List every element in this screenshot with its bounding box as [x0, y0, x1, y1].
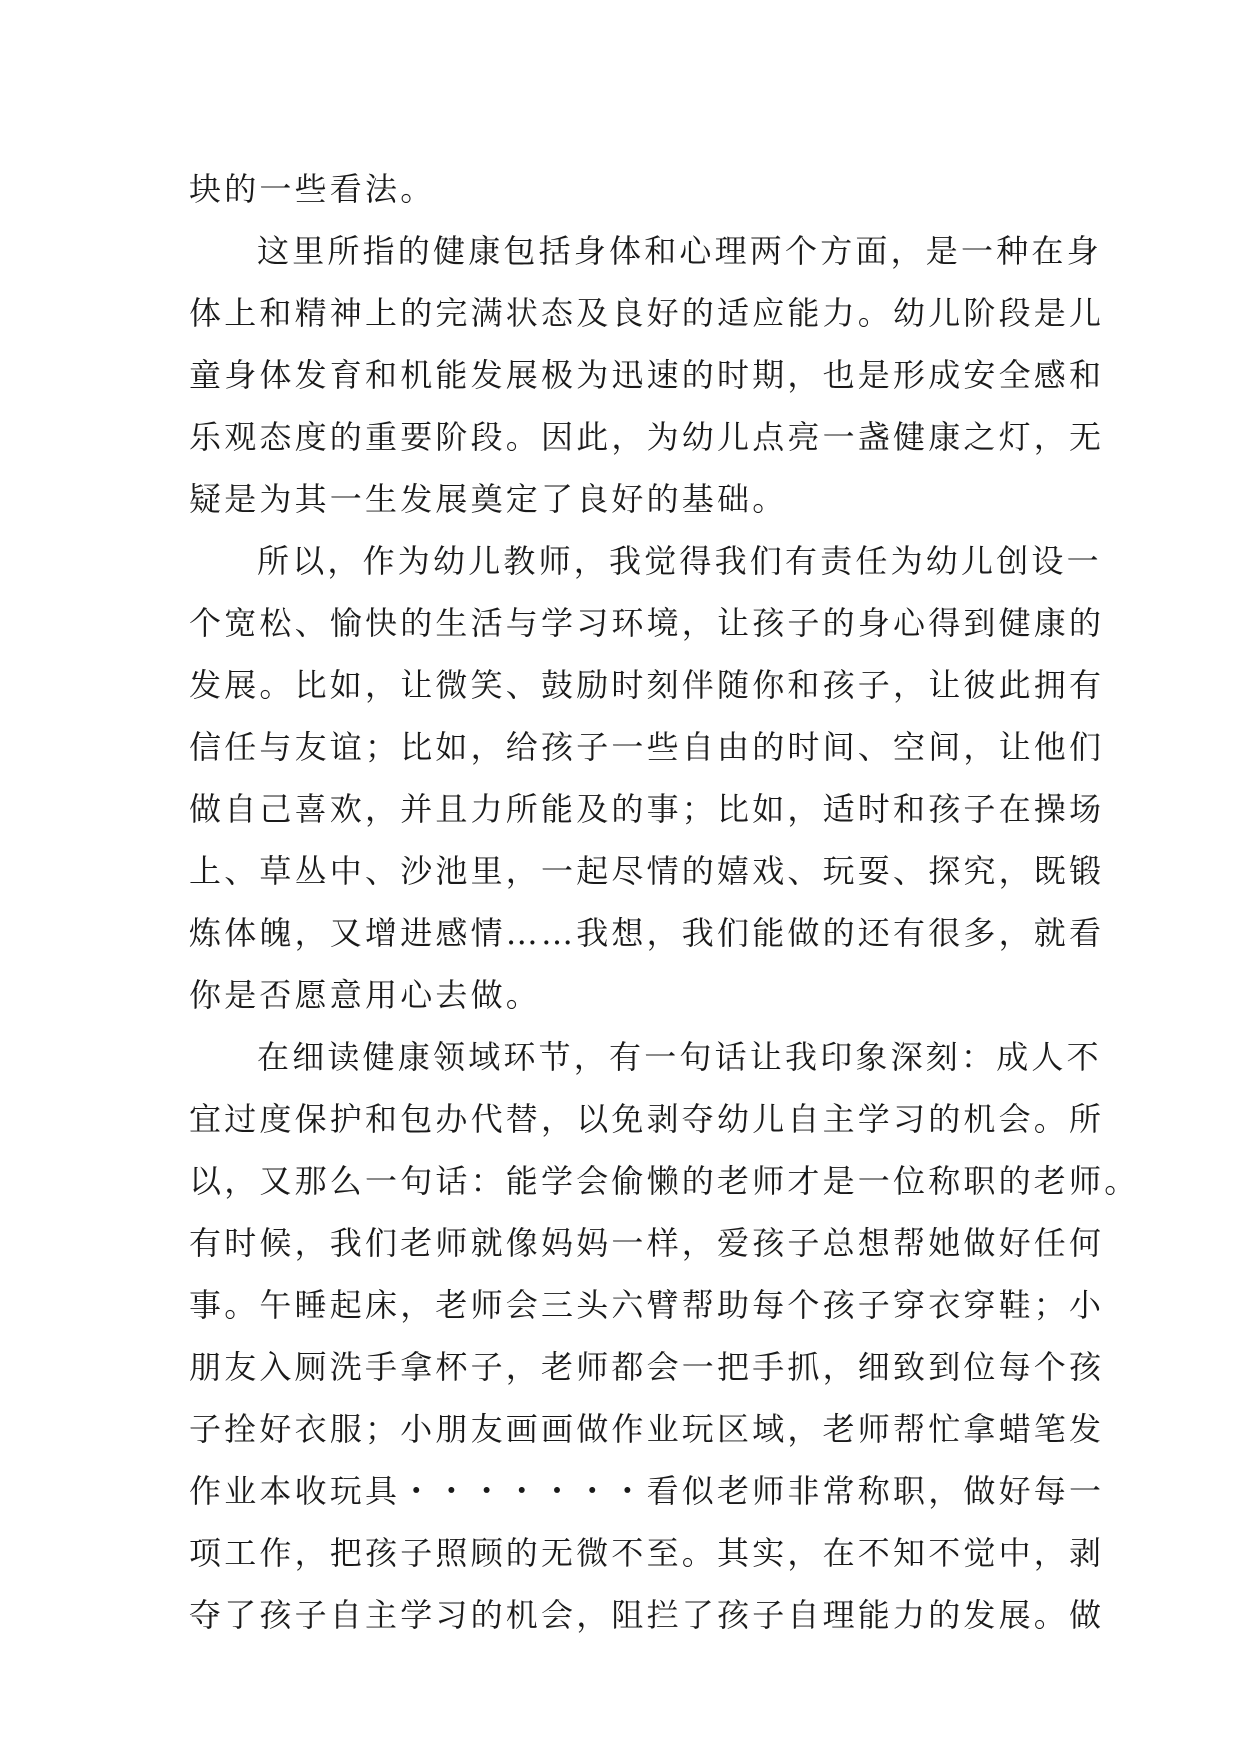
- text-line: 在细读健康领域环节，有一句话让我印象深刻：成人不: [257, 1038, 1102, 1076]
- text-line: 童身体发育和机能发展极为迅速的时期，也是形成安全感和: [189, 356, 1105, 394]
- text-line: 宜过度保护和包办代替，以免剥夺幼儿自主学习的机会。所: [189, 1100, 1105, 1138]
- text-line: 所以，作为幼儿教师，我觉得我们有责任为幼儿创设一: [257, 542, 1102, 580]
- text-line: 个宽松、愉快的生活与学习环境，让孩子的身心得到健康的: [189, 604, 1105, 642]
- text-line: 有时候，我们老师就像妈妈一样，爱孩子总想帮她做好任何: [189, 1224, 1105, 1262]
- text-line: 朋友入厕洗手拿杯子，老师都会一把手抓，细致到位每个孩: [189, 1348, 1105, 1386]
- text-line: 做自己喜欢，并且力所能及的事；比如，适时和孩子在操场: [189, 790, 1105, 828]
- text-line: 以，又那么一句话：能学会偷懒的老师才是一位称职的老师。: [189, 1162, 1140, 1200]
- body-text: [189, 158, 1140, 1646]
- text-line: 上、草丛中、沙池里，一起尽情的嬉戏、玩耍、探究，既锻: [189, 852, 1105, 890]
- text-line: 事。午睡起床，老师会三头六臂帮助每个孩子穿衣穿鞋；小: [189, 1286, 1105, 1324]
- text-line: 作业本收玩具・・・・・・・看似老师非常称职，做好每一: [189, 1472, 1105, 1510]
- text-line: 子拴好衣服；小朋友画画做作业玩区域，老师帮忙拿蜡笔发: [189, 1410, 1105, 1448]
- text-line: 信任与友谊；比如，给孩子一些自由的时间、空间，让他们: [189, 728, 1105, 766]
- text-line: 炼体魄，又增进感情……我想，我们能做的还有很多，就看: [189, 914, 1105, 952]
- text-line: 发展。比如，让微笑、鼓励时刻伴随你和孩子，让彼此拥有: [189, 666, 1105, 704]
- text-line: 体上和精神上的完满状态及良好的适应能力。幼儿阶段是儿: [189, 294, 1105, 332]
- text-line: 疑是为其一生发展奠定了良好的基础。: [189, 480, 788, 518]
- text-line: 项工作，把孩子照顾的无微不至。其实，在不知不觉中，剥: [189, 1534, 1105, 1572]
- text-line: 你是否愿意用心去做。: [189, 976, 542, 1014]
- text-line: 乐观态度的重要阶段。因此，为幼儿点亮一盏健康之灯，无: [189, 418, 1105, 456]
- text-line: 块的一些看法。: [189, 170, 436, 208]
- text-line: 夺了孩子自主学习的机会，阻拦了孩子自理能力的发展。做: [189, 1596, 1105, 1634]
- text-line: 这里所指的健康包括身体和心理两个方面，是一种在身: [257, 232, 1102, 270]
